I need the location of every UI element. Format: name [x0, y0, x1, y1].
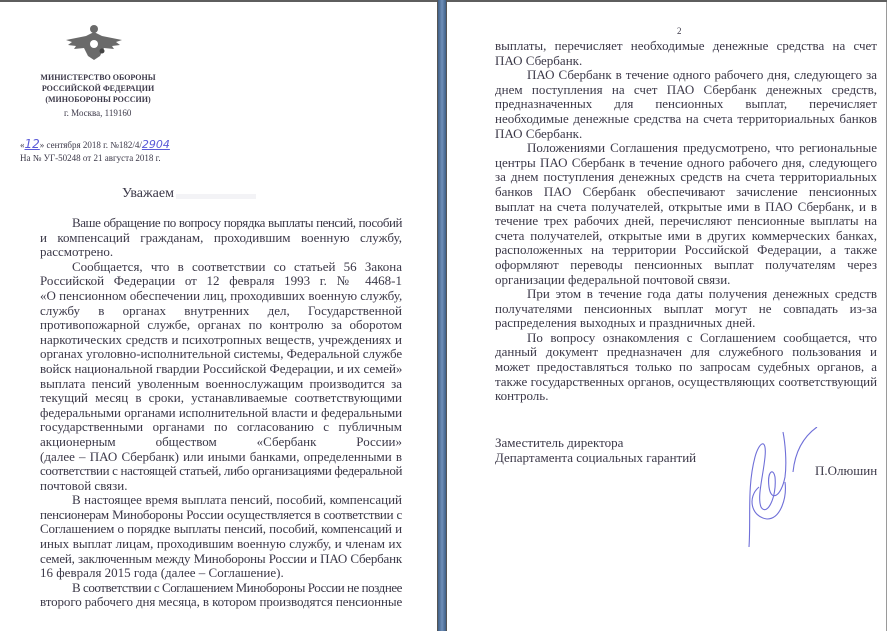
- text-line: контроль.: [495, 388, 549, 404]
- ministry-line-1: МИНИСТЕРСТВО ОБОРОНЫ: [40, 73, 156, 82]
- ministry-line-2: РОССИЙСКОЙ ФЕДЕРАЦИИ: [41, 84, 155, 93]
- text-line: органах уголовно-исполнительной системы, Федеральной службе: [40, 346, 403, 362]
- letter-body-page-1: [40, 216, 402, 610]
- signer-title: [495, 435, 696, 465]
- text-line: расположенных на территории Российской Федерации, а также: [495, 242, 877, 258]
- ministry-name: [18, 72, 178, 105]
- paragraph: [495, 39, 877, 68]
- text-line: ПАО Сбербанк.: [495, 125, 583, 141]
- text-line: иных выплат лицам, проходившим военную службу, и членам их: [40, 536, 402, 552]
- text-line: соответствии с настоящей статьей, либо организациями федеральной: [40, 463, 403, 479]
- text-line: В соответствии с Соглашением Минобороны России не позднее: [72, 579, 402, 595]
- text-line: Сообщается, что в соответствии со статьей 56 Закона: [72, 258, 402, 274]
- paragraph: [40, 581, 402, 610]
- signer-title-line-2: Департамента социальных гарантий: [495, 450, 697, 465]
- text-line: акционерным обществом «Сбербанк России»: [40, 433, 402, 449]
- text-line: выплаты, перечисляет необходимые денежные средства на счет: [495, 38, 877, 53]
- text-line: (далее – ПАО Сбербанк) или иными банками, определенными в: [40, 448, 402, 464]
- text-line: государственными органами по согласованию с публичным: [40, 419, 402, 435]
- letter-page-1: [0, 2, 437, 631]
- text-line: предназначенных для пенсионных выплат, перечисляет: [495, 96, 877, 112]
- text-line: текущий месяц в сроки, устанавливаемые соответствующими: [40, 390, 402, 406]
- paragraph: [495, 68, 877, 141]
- text-line: ПАО Сбербанк в течение одного рабочего дня, следующего за: [527, 67, 877, 83]
- text-line: течение трех рабочих дней, перечисляют пенсионные выплаты на: [495, 213, 877, 229]
- text-line: счета получателей, открытые ими в других коммерческих банках,: [495, 227, 877, 243]
- paragraph: [495, 331, 877, 404]
- text-line: Соглашением о порядке выплаты пенсий, пособий, компенсаций и: [40, 521, 402, 537]
- text-line: и компенсаций гражданам, проходившим военную службу,: [40, 229, 402, 245]
- paragraph: [40, 216, 402, 260]
- text-line: В настоящее время выплата пенсий, пособий, компенсаций: [72, 492, 402, 508]
- ministry-line-3: (МИНОБОРОНЫ РОССИИ): [45, 95, 151, 104]
- text-line: ПАО Сбербанк.: [495, 52, 583, 68]
- text-line: также государственных органов, осуществляющих соответствующий: [495, 373, 877, 389]
- text-line: получателями пенсионных выплат могут не совпадать из-за: [495, 300, 877, 316]
- letter-page-2: [447, 2, 887, 631]
- text-line: распределения выходных и праздничных дней.: [495, 315, 756, 331]
- letter-date-number: [20, 137, 170, 151]
- date-month-number: » сентября 2018 г. №182/4/: [39, 140, 142, 150]
- text-line: федеральными органами исполнительной власти и федеральными: [40, 404, 402, 420]
- text-line: войск национальной гвардии Российской Федерации, и их семей»: [40, 360, 403, 376]
- text-line: службу в органах внутренних дел, Государственной: [40, 302, 402, 318]
- text-line: пенсионерам Минобороны России осуществляется в соответствии с: [40, 506, 402, 522]
- paragraph: [40, 493, 402, 581]
- text-line: выплата пенсий уволенным военнослужащим производится за: [40, 375, 402, 391]
- text-line: данный документ предназначен для служебного пользования и: [495, 344, 877, 360]
- page-number: 2: [677, 26, 682, 36]
- text-line: Российской Федерации от 12 февраля 1993 г. № 4468-1: [40, 273, 402, 289]
- paragraph: [40, 260, 402, 494]
- text-line: Положениями Соглашения предусмотрено, что региональные: [527, 140, 877, 156]
- text-line: рассмотрено.: [40, 244, 114, 260]
- text-line: семей, заключенным между Минобороны России и ПАО Сбербанк: [40, 550, 402, 566]
- text-line: за днем поступления денежных средств на счета территориальных: [495, 169, 877, 185]
- text-line: «О пенсионном обеспечении лиц, проходивших военную службу,: [40, 287, 403, 303]
- text-line: По вопросу ознакомления с Соглашением сообщается, что: [527, 329, 877, 345]
- text-line: При этом в течение года даты получения денежных средств: [527, 286, 877, 302]
- text-line: необходимые денежные средства на счета территориальных банков: [495, 110, 877, 126]
- text-line: организации федеральной почтовой связи.: [495, 271, 731, 287]
- coat-of-arms-emblem-icon: [64, 22, 124, 62]
- signature-icon: [737, 427, 827, 557]
- greeting: Уважаем: [122, 186, 174, 201]
- date-quote-open: «: [20, 140, 25, 150]
- text-line: может предоставляться только по запросам судебных органов, а: [495, 359, 877, 375]
- paragraph: [495, 287, 877, 331]
- text-line: центры ПАО Сбербанк в течение одного рабочего дня, следующего: [495, 154, 877, 170]
- paragraph: [495, 141, 877, 287]
- text-line: наркотических средств и психотропных веществ, учреждениях и: [40, 331, 402, 347]
- text-line: банков ПАО Сбербанк обеспечивают зачисление пенсионных: [495, 183, 877, 199]
- text-line: выплат на счета получателей, открытые ими в ПАО Сбербанк, и в: [495, 198, 877, 214]
- text-line: Ваше обращение по вопросу порядка выплаты пенсий, пособий: [72, 215, 402, 230]
- page-divider: [437, 0, 447, 631]
- handwritten-day: 12: [24, 137, 40, 151]
- reply-reference: На № УГ-50248 от 21 августа 2018 г.: [20, 153, 161, 163]
- signer-name: П.Олюшин: [815, 463, 878, 478]
- text-line: 16 февраля 2015 года (далее – Соглашение).: [40, 565, 284, 581]
- letter-body-page-2: [495, 39, 877, 404]
- handwritten-number: 2904: [141, 138, 170, 151]
- signer-title-line-1: Заместитель директора: [495, 435, 624, 450]
- text-line: противопожарной службе, органах по контролю за оборотом: [40, 317, 402, 333]
- redacted-name: [176, 194, 256, 199]
- city-address: г. Москва, 119160: [64, 108, 132, 118]
- text-line: днем поступления на счет ПАО Сбербанк денежных средств,: [495, 81, 877, 97]
- text-line: оформляют переводы пенсионных выплат получателям через: [495, 256, 877, 272]
- text-line: второго рабочего дня месяца, в котором производятся пенсионные: [40, 594, 403, 610]
- text-line: почтовой связи.: [40, 477, 128, 493]
